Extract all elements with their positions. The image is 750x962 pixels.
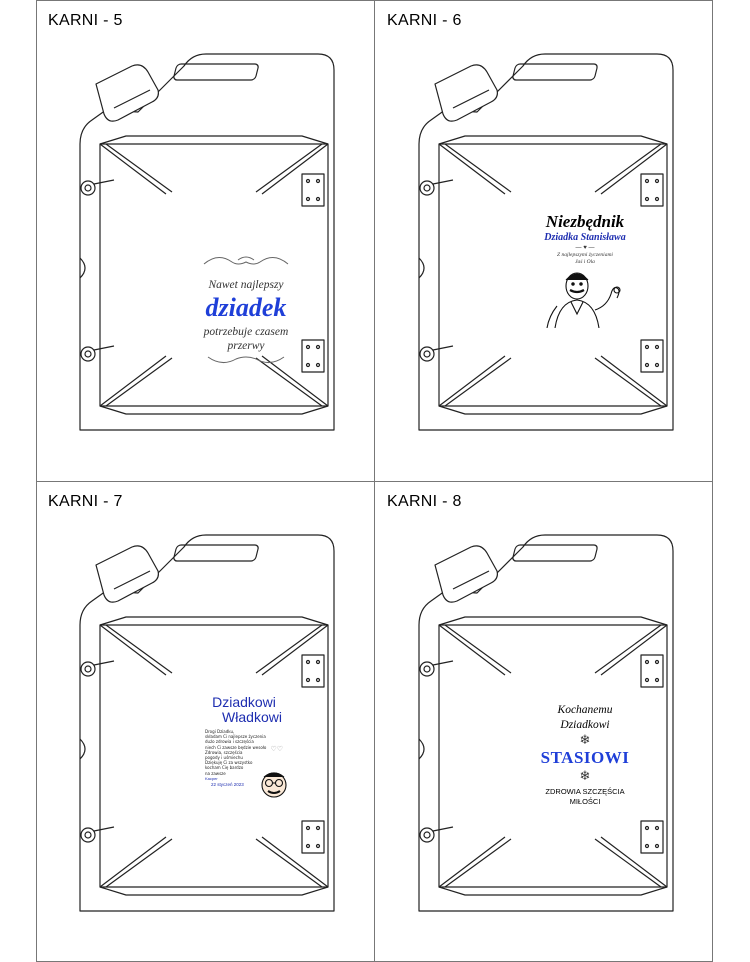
- panel-title: KARNI - 6: [387, 12, 462, 29]
- label-card: [537, 208, 633, 340]
- panel-title: KARNI - 7: [48, 493, 123, 510]
- label-card: [197, 689, 291, 821]
- jerrycan: [405, 44, 681, 436]
- label-line-1: Nawet najlepszy: [208, 279, 284, 291]
- poem-line: niech Ci zawsze będzie wesoło: [205, 744, 267, 750]
- label-wish-1: ZDROWIA SZCZĘŚCIA: [545, 787, 625, 796]
- jerrycan: [405, 525, 681, 917]
- jerrycan: [66, 525, 342, 917]
- panel-karni-5: [36, 0, 374, 481]
- ornament-flourish-bottom-icon: [198, 353, 294, 369]
- poem-line: Zdrowia, szczęścia: [205, 749, 243, 755]
- poem-line: Dziękuję Ci za wszystko: [205, 760, 253, 766]
- label-card: [198, 250, 294, 374]
- label-name: STASIOWI: [540, 748, 630, 767]
- label-heading-2: Władkowi: [222, 709, 282, 725]
- label-line-2: Dziadkowi: [560, 719, 610, 731]
- label-heading: Niezbędnik: [545, 212, 625, 231]
- poem-line: kocham Cię bardzo: [205, 765, 244, 771]
- jerrycan-outline-icon: [66, 44, 342, 436]
- man-ok-gesture-illustration-icon: [537, 266, 633, 328]
- poem-line: pogody i uśmiechu: [205, 755, 243, 761]
- poem-line: Drogi Dziadku,: [205, 729, 235, 734]
- poem-line: składam Ci najlepsze życzenia: [205, 734, 266, 740]
- signature: Kacper: [205, 775, 218, 781]
- label-line-4: przerwy: [227, 340, 265, 352]
- panel-karni-6: [375, 0, 713, 481]
- panel-title: KARNI - 5: [48, 12, 123, 29]
- heart-icon: ♡♡: [270, 746, 283, 753]
- label-card: [537, 689, 633, 821]
- panel-title: KARNI - 8: [387, 493, 462, 510]
- label-line-1: Kochanemu: [557, 704, 613, 716]
- label-line-3: potrzebuje czasem: [203, 326, 289, 338]
- panel-karni-8: [375, 481, 713, 962]
- ornament-flourish-icon: [198, 250, 294, 270]
- label-wish-2: MIŁOŚCI: [569, 797, 601, 806]
- panel-karni-7: [36, 481, 374, 962]
- snowflake-icon: ❄: [579, 768, 591, 783]
- label-small-2: Jaś i Ola: [575, 259, 595, 265]
- label-small-1: Z najlepszymi życzeniami: [557, 252, 613, 258]
- label-heading-1: Dziadkowi: [212, 694, 276, 710]
- poem-line: na zawsze: [205, 770, 226, 776]
- label-subheading: Dziadka Stanisława: [544, 232, 626, 243]
- jerrycan: [66, 44, 342, 436]
- date: 22 styczeń 2023: [211, 781, 244, 787]
- grandpa-illustration-icon: [259, 765, 289, 805]
- snowflake-icon: ❄: [579, 732, 591, 747]
- poem-line: dużo zdrowia i szczęścia: [205, 739, 254, 745]
- label-big-word: dziadek: [205, 293, 287, 322]
- heart-icon: — ♥ —: [575, 245, 595, 251]
